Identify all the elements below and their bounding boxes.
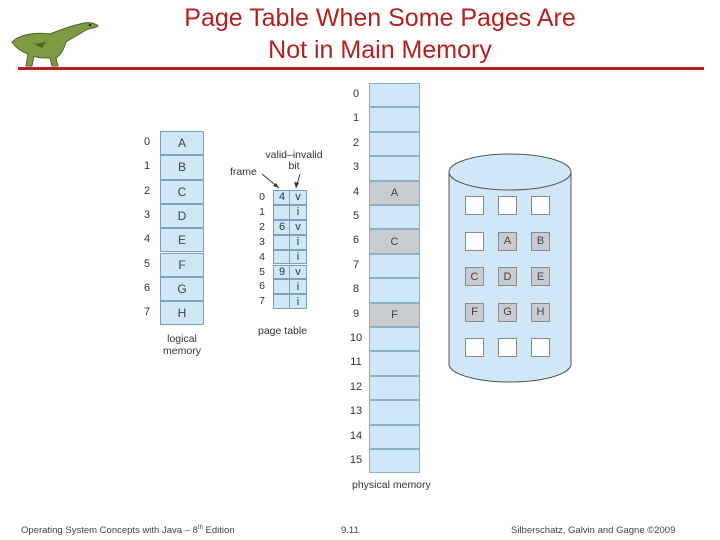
physical-memory-frame [369,449,420,473]
page-table-bit-cell: i [289,250,307,265]
page-table-index: 1 [259,205,265,218]
physical-memory-frame: A [369,181,420,205]
logical-memory-index: 0 [143,136,151,148]
physical-memory-index: 12 [349,380,363,393]
logical-memory-caption-line-2: memory [163,345,201,357]
physical-memory-index: 13 [349,405,363,418]
physical-memory-index: 1 [352,112,360,125]
logical-memory-caption-line-1: logical [167,333,197,345]
page-table-bit-cell: i [289,235,307,250]
disk-page [498,338,517,357]
physical-memory-index: 7 [352,258,360,271]
physical-memory-frame [369,351,420,375]
physical-memory-index: 11 [350,356,362,369]
title-line-2: Not in Main Memory [268,36,492,64]
disk-page: H [531,303,550,322]
bit-label-line-1: valid–invalid [265,149,323,161]
disk-page: D [498,267,517,286]
physical-memory-frame [369,83,420,107]
logical-memory-index: 7 [143,306,151,319]
physical-memory-frame [369,107,420,131]
disk-page [531,196,550,215]
physical-memory-index: 15 [349,454,363,466]
slide-title [120,2,640,66]
physical-memory-index: 6 [352,234,360,247]
physical-memory-frame: F [369,303,420,327]
physical-memory-index: 10 [349,332,363,344]
physical-memory-index: 5 [352,210,360,222]
page-table-index: 2 [259,220,265,233]
physical-memory-index: 4 [352,185,360,198]
physical-memory-frame [369,400,420,424]
physical-memory-frame [369,132,420,156]
physical-memory-frame [369,205,420,229]
disk-page [465,338,484,357]
physical-memory-frame [369,254,420,278]
logical-memory-page: G [160,277,204,301]
bit-label-line-2: bit [288,160,300,172]
disk-page: A [498,232,517,251]
disk-page: E [531,267,550,286]
physical-memory-frame [369,327,420,351]
footer-left [21,525,235,536]
bit-arrow [296,174,300,188]
page-table-index: 5 [259,265,265,278]
logical-memory-index: 3 [143,208,151,221]
logical-memory-page: B [160,155,204,179]
page-table-bit-cell: i [289,205,307,220]
title-line-1: Page Table When Some Pages Are [184,4,576,32]
logical-memory-page: D [160,204,204,228]
page-table-index: 3 [259,235,265,248]
logical-memory-page: C [160,180,204,204]
footer-left-tail: Edition [202,525,235,537]
page-table-bit-cell: i [289,294,307,309]
page-table-index: 6 [259,280,265,293]
valid-invalid-bit-label [262,150,326,172]
dinosaur-logo [6,12,102,68]
logical-memory-page: E [160,228,204,252]
bit-arrow-head [294,182,299,188]
physical-memory-index: 8 [352,283,360,296]
logical-memory-page: A [160,131,204,155]
logical-memory-index: 4 [143,233,151,246]
physical-memory-caption: physical memory [352,479,431,491]
disk-page: G [498,303,517,322]
page-table-caption: page table [258,325,308,337]
page-table-index: 0 [259,191,265,203]
physical-memory-frame: C [369,229,420,253]
disk-page: B [531,232,550,251]
footer-left-sup: th [197,525,203,531]
frame-label: frame [230,166,257,178]
logical-memory-index: 6 [143,281,151,294]
disk-page [465,232,484,251]
title-rule [18,67,704,70]
logical-memory-caption [152,333,212,357]
page-table-bit-cell: v [289,220,307,235]
frame-arrow [262,174,279,188]
physical-memory-index: 2 [352,136,360,149]
page-table-index: 4 [259,250,265,263]
disk-page [531,338,550,357]
footer-right: Silberschatz, Galvin and Gagne ©2009 [511,525,676,536]
logical-memory-index: 1 [143,160,151,173]
footer-left-main: Operating System Concepts with Java – 8 [21,525,198,537]
physical-memory-index: 3 [352,161,360,174]
page-table-frame-cell: 6 [273,220,291,235]
page-table-bit-cell: v [289,190,307,205]
page-table-bit-cell: i [289,279,307,294]
physical-memory-frame [369,156,420,180]
page-table-frame-cell: 4 [273,190,291,205]
logical-memory-index: 2 [143,184,151,197]
physical-memory-index: 0 [352,88,360,100]
physical-memory-index: 14 [349,429,363,442]
page-table-frame-cell: 9 [273,265,291,280]
disk-page [498,196,517,215]
disk-page: C [465,267,484,286]
logical-memory-index: 5 [143,257,151,270]
physical-memory-frame [369,278,420,302]
page-table-bit-cell: v [289,265,307,280]
logical-memory-page: F [160,253,204,277]
disk-page [465,196,484,215]
physical-memory-frame [369,376,420,400]
page-table-index: 7 [259,295,265,308]
frame-arrow-head [273,183,279,188]
physical-memory-index: 9 [352,307,360,320]
disk-page: F [465,303,484,322]
logical-memory-page: H [160,301,204,325]
disk-top [449,154,571,190]
physical-memory-frame [369,425,420,449]
footer-slide-number: 9.11 [341,525,359,536]
